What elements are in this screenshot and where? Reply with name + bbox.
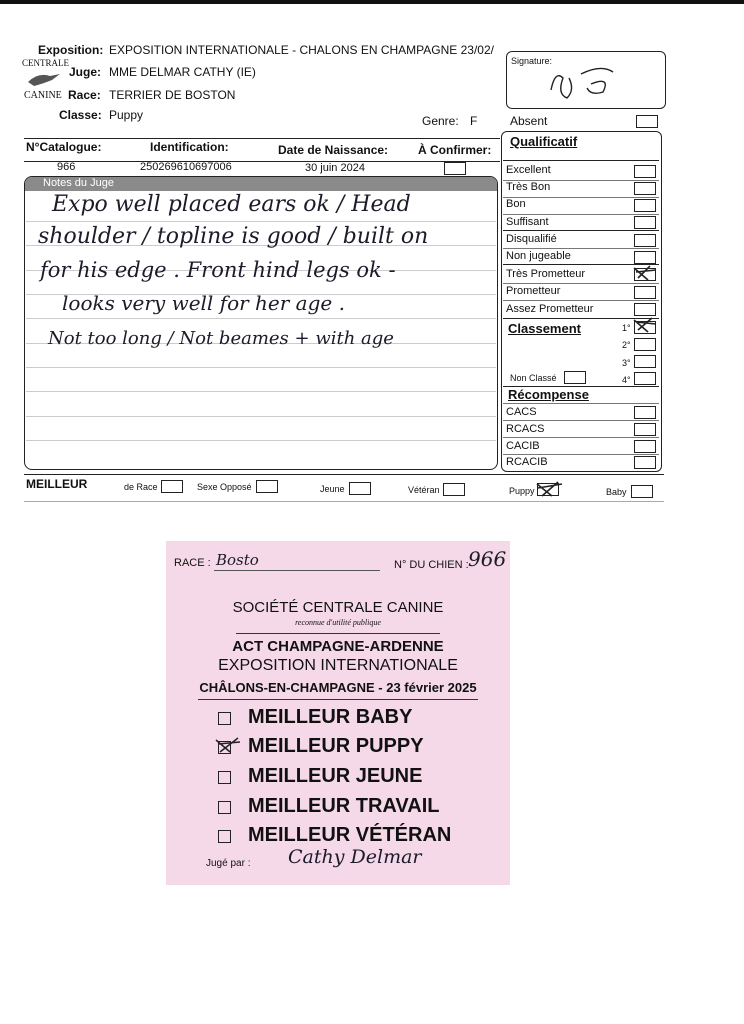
checkmark-icon [630,262,660,284]
non-classe-label: Non Classé [510,373,557,383]
tres-bon-checkbox[interactable] [634,182,656,195]
checkmark-icon [534,478,564,500]
notes-line-1: Expo well placed ears ok / Head [52,192,411,217]
checkmark-icon [630,314,660,336]
meilleur-veteran-checkbox[interactable] [443,483,465,496]
card-org-name: SOCIÉTÉ CENTRALE CANINE [232,599,444,616]
notes-line-2: shoulder / topline is good / built on [38,224,429,249]
classe-value: Puppy [109,108,144,122]
card-dog-handwriting: 966 [468,547,507,571]
checkmark-icon [214,736,242,756]
place-3-label: 3° [622,358,631,368]
identification-label: Identification: [150,140,229,154]
bon-checkbox[interactable] [634,199,656,212]
card-dog-label: N° DU CHIEN : [394,559,469,571]
qualificatif-item: Suffisant [506,216,549,228]
meilleur-baby-box[interactable] [218,712,231,725]
meilleur-baby-label: MEILLEUR BABY [248,706,413,728]
cacib-checkbox[interactable] [634,440,656,453]
catalogue-label: N°Catalogue: [26,140,102,154]
qualificatif-item: Assez Prometteur [506,303,594,315]
meilleur-option: Vétéran [408,485,440,495]
prometteur-checkbox[interactable] [634,286,656,299]
qualificatif-title: Qualificatif [510,134,578,149]
judging-form [0,0,680,520]
rcacs-checkbox[interactable] [634,423,656,436]
place-4-label: 4° [622,375,631,385]
judged-by-label: Jugé par : [206,858,251,869]
recompense-item: CACIB [506,440,540,452]
excellent-checkbox[interactable] [634,165,656,178]
card-event: EXPOSITION INTERNATIONALE [218,657,458,674]
genre-value: F [470,114,478,128]
recompense-title: Récompense [508,387,589,402]
notes-title: Notes du Juge [43,177,114,189]
card-divider [236,633,440,634]
dog-emblem-icon [26,70,62,88]
card-org-subtitle: reconnue d'utilité publique [295,618,381,627]
juge-value: MME DELMAR CATHY (IE) [109,65,256,79]
meilleur-label: MEILLEUR [26,477,88,491]
juge-label: Juge: [69,65,102,79]
meilleur-option: Puppy [509,486,535,496]
race-label: Race: [68,88,101,102]
qualificatif-item: Très Prometteur [506,268,586,280]
place-2-label: 2° [622,340,631,350]
meilleur-jeune-checkbox[interactable] [349,482,371,495]
meilleur-option: Jeune [320,484,345,494]
meilleur-option: Baby [606,487,627,497]
notes-rule [26,221,496,222]
qualificatif-item: Non jugeable [506,250,571,262]
meilleur-sexe-oppose-checkbox[interactable] [256,480,278,493]
card-race-label: RACE : [174,557,211,569]
notes-rule [26,367,496,368]
notes-rule [26,416,496,417]
exposition-value: EXPOSITION INTERNATIONALE - CHALONS EN CHAMPAGNE 23/02/ [109,43,494,57]
meilleur-baby-checkbox[interactable] [631,485,653,498]
genre-label: Genre: [422,114,459,128]
cacs-checkbox[interactable] [634,406,656,419]
meilleur-veteran-box[interactable] [218,830,231,843]
rcacib-checkbox[interactable] [634,456,656,469]
notes-line-5: Not too long / Not beames + with age [48,328,394,349]
qualificatif-item: Excellent [506,164,551,176]
recompense-item: RCACIB [506,456,548,468]
notes-rule [26,391,496,392]
place-2-checkbox[interactable] [634,338,656,351]
place-4-checkbox[interactable] [634,372,656,385]
qualificatif-item: Bon [506,198,526,210]
meilleur-race-checkbox[interactable] [161,480,183,493]
classe-label: Classe: [59,108,102,122]
identification-value: 250269610697006 [140,161,232,173]
meilleur-travail-box[interactable] [218,801,231,814]
suffisant-checkbox[interactable] [634,216,656,229]
card-region: ACT CHAMPAGNE-ARDENNE [232,638,444,655]
naissance-label: Date de Naissance: [278,143,389,157]
notes-rule [26,440,496,441]
meilleur-jeune-label: MEILLEUR JEUNE [248,765,423,787]
card-race-handwriting: Bosto [216,551,259,569]
meilleur-veteran-label: MEILLEUR VÉTÉRAN [248,824,452,846]
qualificatif-item: Disqualifié [506,233,557,245]
judge-signature-scribble [541,60,631,104]
notes-line-3: for his edge . Front hind legs ok - [40,258,396,282]
recompense-item: RCACS [506,423,545,435]
meilleur-puppy-label: MEILLEUR PUPPY [248,735,424,757]
card-divider [198,699,478,700]
non-classe-checkbox[interactable] [564,371,586,384]
centrale-canine-logo: CENTRALE CANINE [22,58,69,101]
card-place-date: CHÂLONS-EN-CHAMPAGNE - 23 février 2025 [199,680,477,695]
confirmer-checkbox[interactable] [444,162,466,175]
qualificatif-item: Prometteur [506,285,561,297]
exposition-label: Exposition: [38,43,104,57]
classement-title: Classement [508,321,581,336]
place-1-label: 1° [622,323,631,333]
card-race-underline [214,570,380,571]
disqualifie-checkbox[interactable] [634,234,656,247]
judge-card-signature: Cathy Delmar [288,846,422,868]
absent-label: Absent [510,114,548,128]
catalogue-value: 966 [57,161,76,173]
meilleur-jeune-box[interactable] [218,771,231,784]
notes-line-4: looks very well for her age . [62,291,345,315]
qualificatif-item: Très Bon [506,181,551,193]
signature-box: Signature: [506,51,666,109]
meilleur-travail-label: MEILLEUR TRAVAIL [248,795,440,817]
recompense-item: CACS [506,406,537,418]
place-3-checkbox[interactable] [634,355,656,368]
race-value: TERRIER DE BOSTON [109,88,236,102]
meilleur-option: Sexe Opposé [197,482,252,492]
absent-checkbox[interactable] [636,115,658,128]
meilleur-option: de Race [124,482,158,492]
naissance-value: 30 juin 2024 [305,162,365,174]
notes-rule [26,318,496,319]
confirmer-label: À Confirmer: [418,143,492,157]
